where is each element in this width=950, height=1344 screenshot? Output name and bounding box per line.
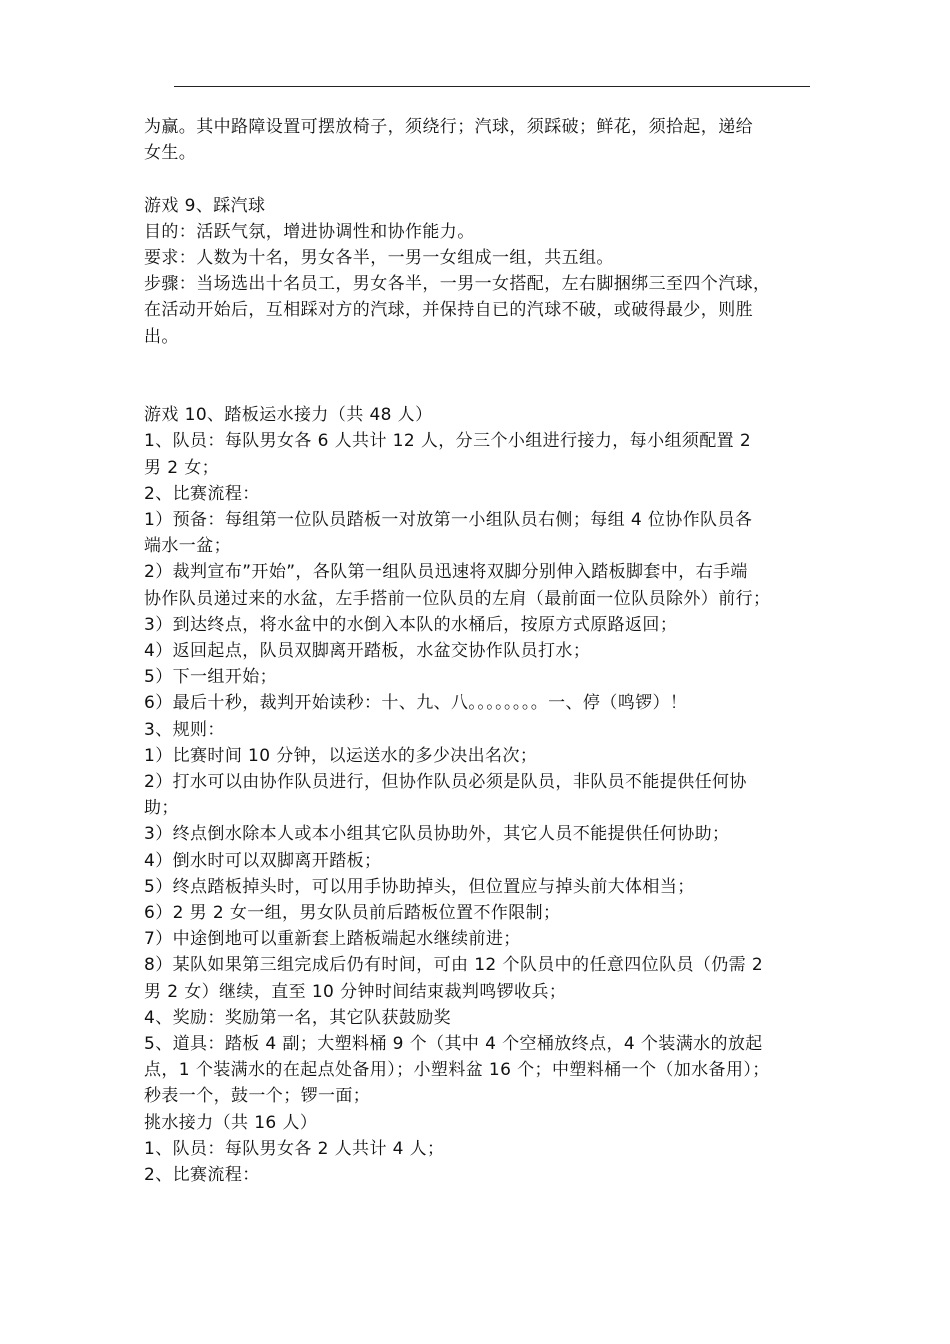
text-line: 8）某队如果第三组完成后仍有时间，可由 12 个队员中的任意四位队员（仍需 2 (144, 955, 764, 976)
text-line: 2、比赛流程： (144, 483, 260, 504)
text-line: 秒表一个，鼓一个；锣一面； (144, 1086, 371, 1107)
text-line: 出。 (144, 326, 179, 347)
text-line: 3、规则： (144, 719, 225, 740)
text-line: 2）打水可以由协作队员进行，但协作队员必须是队员，非队员不能提供任何协 (144, 772, 747, 793)
text-line: 7）中途倒地可以重新套上踏板端起水继续前进； (144, 929, 521, 950)
text-line: 5）下一组开始； (144, 667, 278, 688)
text-line: 2、比赛流程： (144, 1165, 260, 1186)
text-line: 男 2 女； (144, 457, 220, 478)
text-line: 6）最后十秒，裁判开始读秒：十、九、八。。。。。。。。一、停（鸣锣）！ (144, 693, 688, 714)
text-line: 为赢。其中路障设置可摆放椅子，须绕行；汽球，须踩破；鲜花，须拾起，递给 (144, 117, 753, 137)
text-line: 6）2 男 2 女一组，男女队员前后踏板位置不作限制； (144, 903, 561, 924)
text-line: 女生。 (144, 143, 197, 164)
text-line: 要求：人数为十名，男女各半，一男一女组成一组，共五组。 (144, 248, 614, 268)
text-line: 协作队员递过来的水盆，左手搭前一位队员的左肩（最前面一位队员除外）前行； (144, 588, 771, 609)
text-line: 4、奖励：奖励第一名，其它队获鼓励奖 (144, 1007, 452, 1028)
document-body (144, 114, 816, 1188)
header-rule (174, 86, 810, 87)
text-line: 3）终点倒水除本人或本小组其它队员协助外，其它人员不能提供任何协助； (144, 824, 730, 845)
text-line: 点，1 个装满水的在起点处备用）；小塑料盆 16 个；中塑料桶一个（加水备用）； (144, 1060, 770, 1081)
text-line: 游戏 9、踩汽球 (144, 195, 266, 216)
blank-line (144, 166, 816, 192)
text-line: 步骤：当场选出十名员工，男女各半，一男一女搭配，左右脚捆绑三至四个汽球， (144, 274, 771, 295)
text-line: 男 2 女）继续，直至 10 分钟时间结束裁判鸣锣收兵； (144, 981, 567, 1002)
text-line: 助； (144, 798, 179, 819)
text-line: 在活动开始后，互相踩对方的汽球，并保持自已的汽球不破，或破得最少，则胜 (144, 300, 753, 321)
text-line: 2）裁判宣布”开始”，各队第一组队员迅速将双脚分别伸入踏板脚套中，右手端 (144, 562, 748, 583)
text-line: 挑水接力（共 16 人） (144, 1112, 318, 1133)
text-line: 5）终点踏板掉头时，可以用手协助掉头，但位置应与掉头前大体相当； (144, 876, 695, 897)
text-line: 目的：活跃气氛，增进协调性和协作能力。 (144, 221, 475, 242)
text-line: 1）预备：每组第一位队员踏板一对放第一小组队员右侧；每组 4 位协作队员各 (144, 510, 753, 530)
text-line: 4）返回起点，队员双脚离开踏板，水盆交协作队员打水； (144, 641, 591, 662)
text-line: 4）倒水时可以双脚离开踏板； (144, 850, 382, 871)
text-line: 游戏 10、踏板运水接力（共 48 人） (144, 405, 433, 426)
text-line: 3）到达终点，将水盆中的水倒入本队的水桶后，按原方式原路返回； (144, 614, 678, 635)
text-line: 5、道具：踏板 4 副；大塑料桶 9 个（其中 4 个空桶放终点，4 个装满水的放起 (144, 1034, 763, 1055)
blank-line (144, 376, 816, 402)
text-line: 1）比赛时间 10 分钟，以运送水的多少决出名次； (144, 745, 538, 766)
blank-line (144, 350, 816, 376)
text-line: 1、队员：每队男女各 6 人共计 12 人，分三个小组进行接力，每小组须配置 2 (144, 431, 752, 452)
text-line: 1、队员：每队男女各 2 人共计 4 人； (144, 1138, 445, 1159)
text-line: 端水一盆； (144, 536, 231, 557)
